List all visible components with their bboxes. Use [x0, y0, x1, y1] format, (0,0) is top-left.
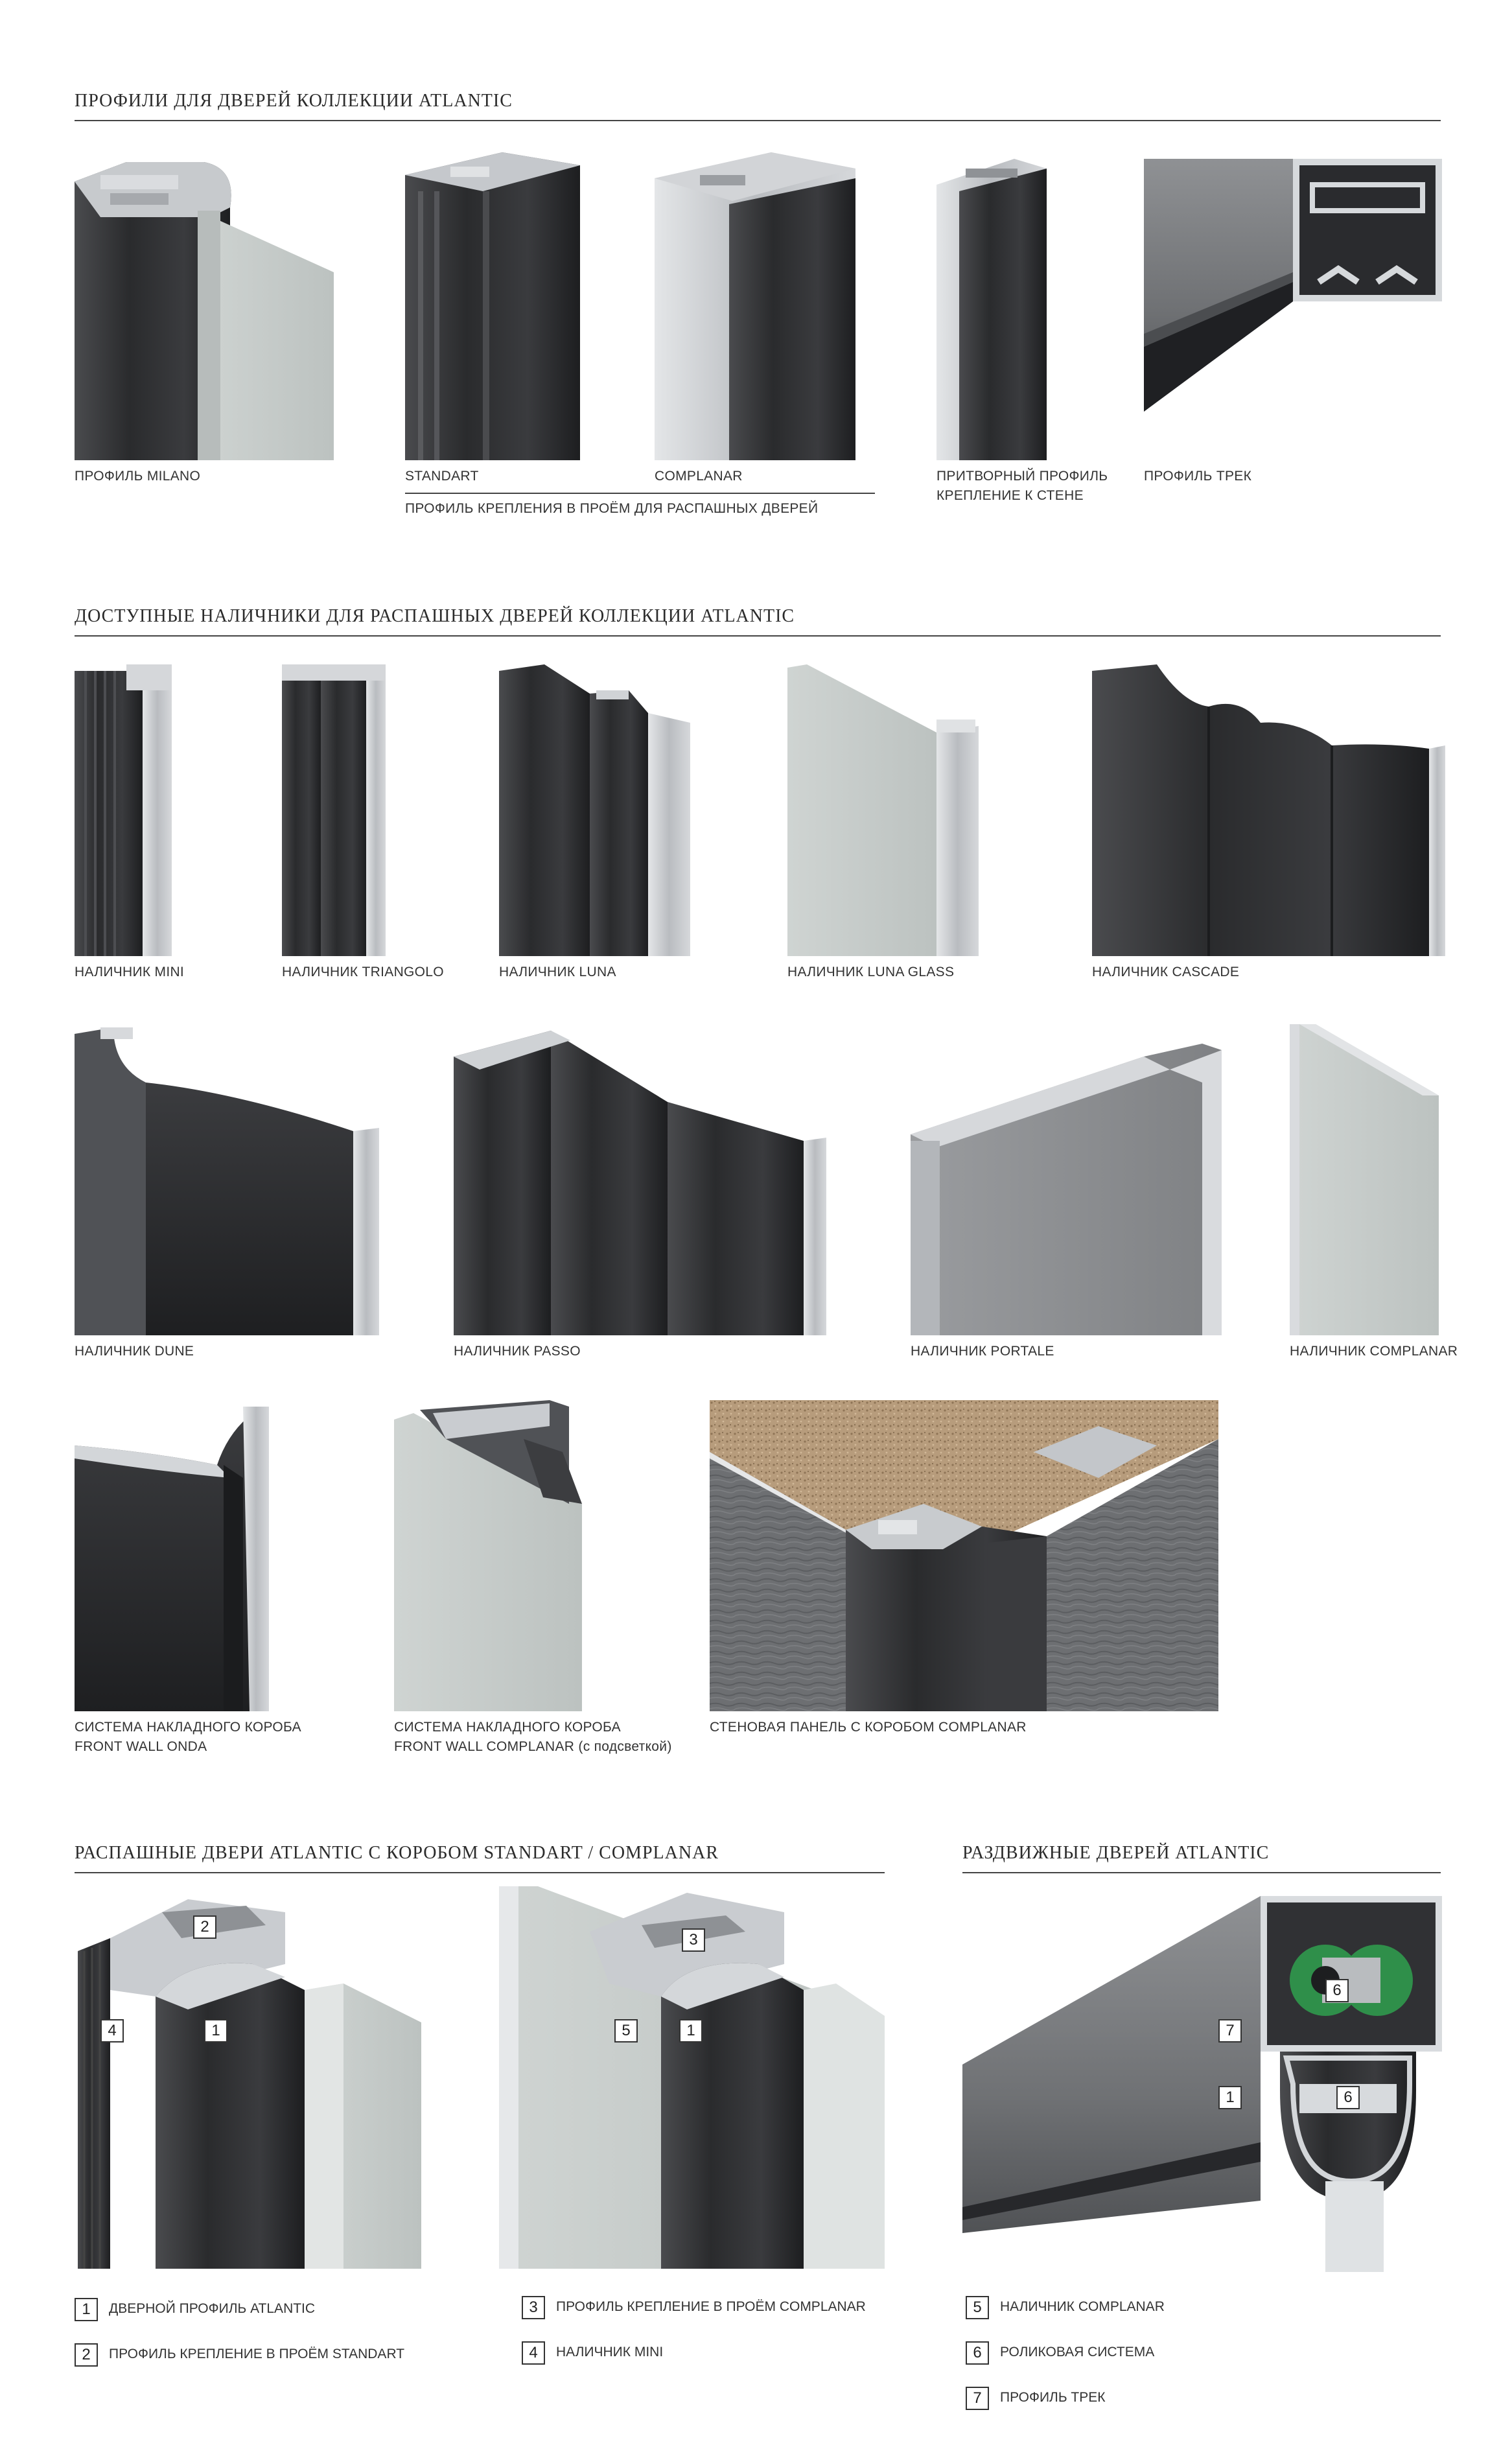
legend-number: 2 — [75, 2343, 98, 2367]
casing-luna-glass-image — [787, 664, 979, 956]
callout-6: 6 — [1325, 1979, 1349, 2002]
legend-number: 1 — [75, 2298, 98, 2321]
section-divider — [75, 120, 1441, 121]
section-title-casings: ДОСТУПНЫЕ НАЛИЧНИКИ ДЛЯ РАСПАШНЫХ ДВЕРЕЙ КОЛЛЕКЦИИ ATLANTIC — [75, 606, 795, 626]
section-divider — [75, 1872, 885, 1873]
wall-panel-complanar-image — [710, 1400, 1218, 1711]
casing-complanar-image — [1290, 1024, 1439, 1335]
caption-pritvor-line1: ПРИТВОРНЫЙ ПРОФИЛЬ — [936, 469, 1108, 484]
caption-pritvor-line2: КРЕПЛЕНИЕ К СТЕНЕ — [936, 488, 1084, 503]
callout-4: 4 — [100, 2019, 124, 2042]
casing-portale-image — [911, 1031, 1222, 1335]
legend-text: ДВЕРНОЙ ПРОФИЛЬ ATLANTIC — [109, 2301, 316, 2316]
casing-passo-image — [454, 1031, 830, 1335]
caption-track: ПРОФИЛЬ ТРЕК — [1144, 469, 1252, 484]
legend-text: ПРОФИЛЬ ТРЕК — [1000, 2390, 1106, 2405]
profile-standart-image — [405, 152, 580, 460]
profile-track-image — [1144, 159, 1442, 412]
section-title-swing-doors: РАСПАШНЫЕ ДВЕРИ ATLANTIC С КОРОБОМ STANDART / COMPLANAR — [75, 1843, 719, 1863]
caption-standart: STANDART — [405, 469, 479, 484]
legend-number: 5 — [966, 2296, 989, 2319]
caption-casing-cascade: НАЛИЧНИК CASCADE — [1092, 965, 1240, 979]
caption-casing-portale: НАЛИЧНИК PORTALE — [911, 1344, 1054, 1359]
caption-casing-triangolo: НАЛИЧНИК TRIANGOLO — [282, 965, 444, 979]
legend-number: 4 — [522, 2341, 545, 2365]
legend-number: 3 — [522, 2296, 545, 2319]
legend-number: 6 — [966, 2341, 989, 2365]
callout-5: 5 — [614, 2019, 638, 2042]
callout-3: 3 — [682, 1928, 705, 1952]
sliding-door-image — [962, 1896, 1442, 2272]
legend-number: 7 — [966, 2387, 989, 2410]
group-underline — [405, 493, 875, 494]
callout-1: 1 — [204, 2019, 227, 2042]
frontwall-onda-image — [75, 1400, 269, 1711]
caption-casing-dune: НАЛИЧНИК DUNE — [75, 1344, 194, 1359]
caption-milano: ПРОФИЛЬ MILANO — [75, 469, 201, 484]
caption-onda-line1: СИСТЕМА НАКЛАДНОГО КОРОБА — [75, 1720, 301, 1735]
caption-casing-luna-glass: НАЛИЧНИК LUNA GLASS — [787, 965, 955, 979]
caption-onda-line2: FRONT WALL ONDA — [75, 1739, 207, 1754]
callout-1: 1 — [679, 2019, 703, 2042]
casing-luna-image — [499, 664, 690, 956]
caption-frontwall-complanar-line2: FRONT WALL COMPLANAR (с подсветкой) — [394, 1739, 672, 1754]
casing-triangolo-image — [282, 664, 386, 956]
profile-pritvor-image — [936, 159, 1047, 460]
legend-text: НАЛИЧНИК MINI — [556, 2345, 664, 2359]
caption-casing-mini: НАЛИЧНИК MINI — [75, 965, 185, 979]
legend-text: РОЛИКОВАЯ СИСТЕМА — [1000, 2345, 1155, 2359]
caption-casing-passo: НАЛИЧНИК PASSO — [454, 1344, 581, 1359]
section-title-sliding-doors: РАЗДВИЖНЫЕ ДВЕРЕЙ ATLANTIC — [962, 1843, 1270, 1863]
caption-casing-complanar: НАЛИЧНИК COMPLANAR — [1290, 1344, 1458, 1359]
legend-text: ПРОФИЛЬ КРЕПЛЕНИЕ В ПРОЁМ STANDART — [109, 2347, 405, 2361]
section-divider — [75, 635, 1441, 637]
section-title-profiles: ПРОФИЛИ ДЛЯ ДВЕРЕЙ КОЛЛЕКЦИИ ATLANTIC — [75, 91, 513, 111]
caption-complanar: COMPLANAR — [655, 469, 743, 484]
profile-complanar-image — [655, 152, 855, 460]
casing-mini-image — [75, 664, 172, 956]
caption-casing-luna: НАЛИЧНИК LUNA — [499, 965, 616, 979]
casing-dune-image — [75, 1027, 386, 1335]
callout-6: 6 — [1336, 2086, 1360, 2109]
profile-milano-image — [75, 156, 334, 460]
swing-door-standart-image — [78, 1899, 421, 2269]
callout-1: 1 — [1218, 2086, 1242, 2109]
frontwall-complanar-image — [394, 1400, 588, 1711]
legend-text: ПРОФИЛЬ КРЕПЛЕНИЕ В ПРОЁМ COMPLANAR — [556, 2299, 866, 2314]
caption-frontwall-complanar-line1: СИСТЕМА НАКЛАДНОГО КОРОБА — [394, 1720, 621, 1735]
legend-text: НАЛИЧНИК COMPLANAR — [1000, 2299, 1165, 2314]
caption-wall-panel: СТЕНОВАЯ ПАНЕЛЬ С КОРОБОМ COMPLANAR — [710, 1720, 1027, 1735]
section-divider — [962, 1872, 1441, 1873]
caption-opening-profile-group: ПРОФИЛЬ КРЕПЛЕНИЯ В ПРОЁМ ДЛЯ РАСПАШНЫХ ДВЕРЕЙ — [405, 501, 819, 516]
callout-7: 7 — [1218, 2019, 1242, 2042]
casing-cascade-image — [1092, 664, 1445, 956]
callout-2: 2 — [193, 1915, 216, 1939]
